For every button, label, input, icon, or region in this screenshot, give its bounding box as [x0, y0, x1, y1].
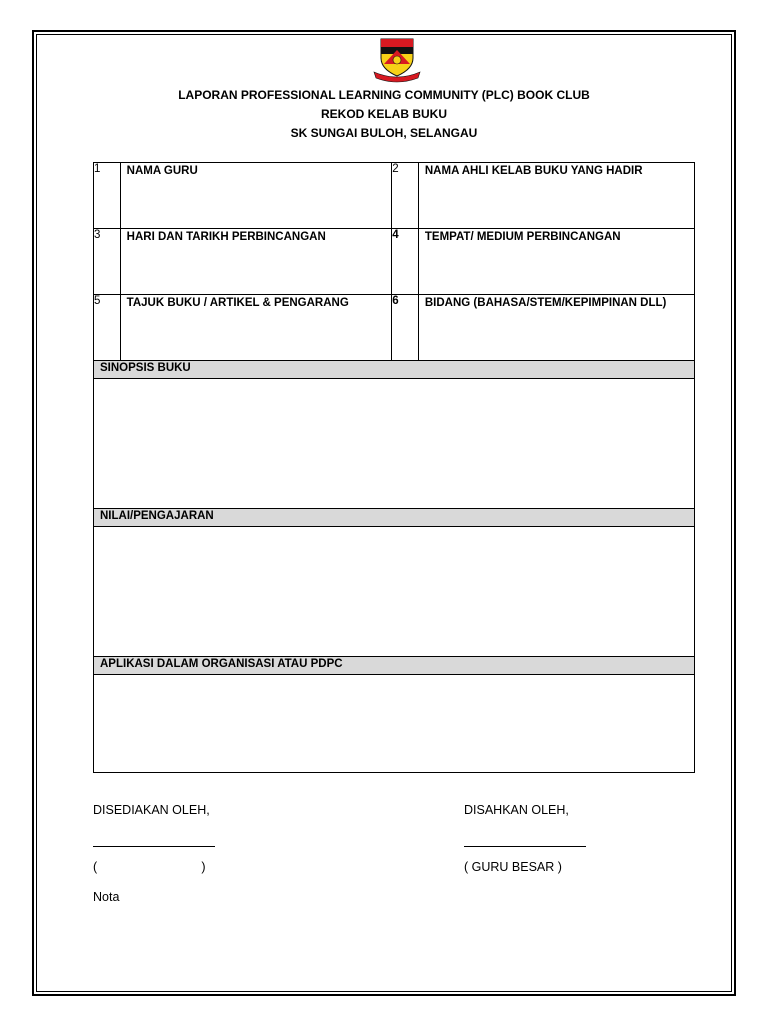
approved-signature-line[interactable] [464, 846, 586, 847]
field-book-title[interactable]: TAJUK BUKU / ARTIKEL & PENGARANG [120, 295, 392, 361]
values-textarea[interactable] [94, 527, 695, 657]
form-row [94, 229, 695, 295]
form-row [94, 163, 695, 229]
note-label: Nota [93, 890, 120, 904]
school-name: SK SUNGAI BULOH, SELANGAU [290, 126, 478, 140]
approved-by-label: DISAHKAN OLEH, [464, 803, 569, 817]
section-values-header: NILAI/PENGAJARAN [94, 509, 695, 527]
approved-name-label: ( GURU BESAR ) [464, 860, 562, 874]
field-discussion-date[interactable]: HARI DAN TARIKH PERBINCANGAN [120, 229, 392, 295]
field-teacher-name[interactable]: NAMA GURU [120, 163, 392, 229]
school-crest-icon [372, 36, 422, 84]
field-number: 6 [392, 295, 419, 361]
report-title: LAPORAN PROFESSIONAL LEARNING COMMUNITY (PLC) BOOK CLUB [178, 88, 590, 102]
prepared-signature-line[interactable] [93, 846, 215, 847]
application-textarea[interactable] [94, 675, 695, 773]
field-number: 1 [94, 163, 121, 229]
field-number: 3 [94, 229, 121, 295]
field-discussion-venue[interactable]: TEMPAT/ MEDIUM PERBINCANGAN [418, 229, 694, 295]
form-row [94, 295, 695, 361]
field-number: 5 [94, 295, 121, 361]
section-application-header: APLIKASI DALAM ORGANISASI ATAU PDPC [94, 657, 695, 675]
synopsis-textarea[interactable] [94, 379, 695, 509]
field-domain[interactable]: BIDANG (BAHASA/STEM/KEPIMPINAN DLL) [418, 295, 694, 361]
section-synopsis-header: SINOPSIS BUKU [94, 361, 695, 379]
field-attending-members[interactable]: NAMA AHLI KELAB BUKU YANG HADIR [418, 163, 694, 229]
field-number: 4 [392, 229, 419, 295]
prepared-name-brackets: ( ) [93, 860, 206, 874]
report-form-table [93, 162, 695, 773]
field-number: 2 [392, 163, 419, 229]
report-subtitle: REKOD KELAB BUKU [321, 107, 447, 121]
prepared-by-label: DISEDIAKAN OLEH, [93, 803, 210, 817]
